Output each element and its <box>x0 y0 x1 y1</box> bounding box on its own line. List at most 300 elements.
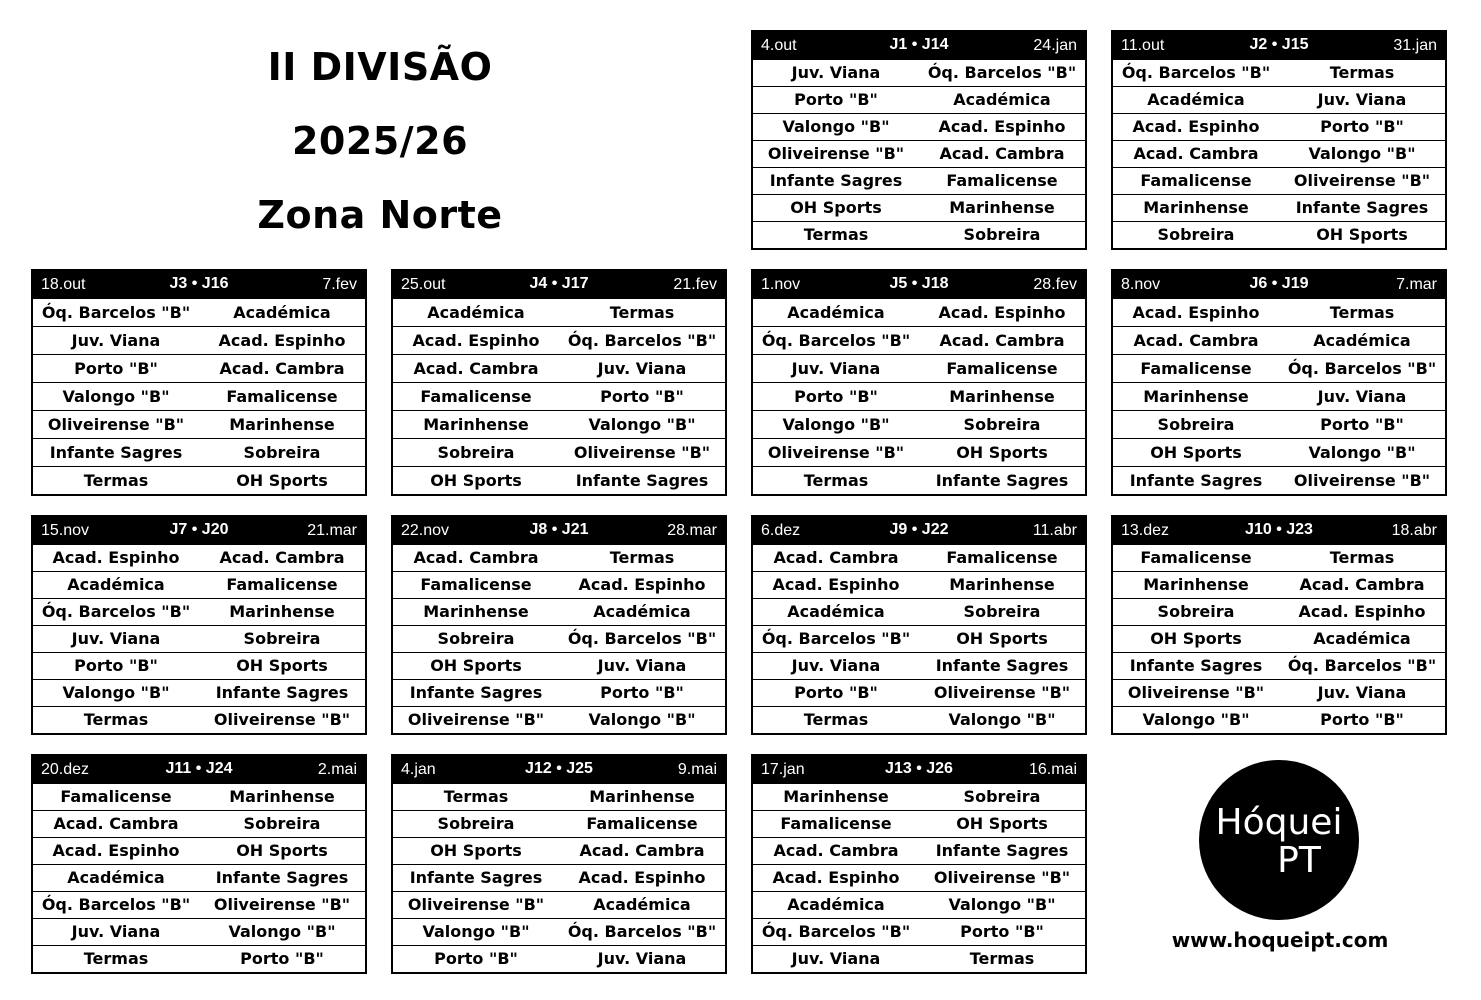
home-team: Termas <box>443 787 509 806</box>
match-row <box>393 706 725 733</box>
match-row <box>753 466 1085 494</box>
second-leg-date: 7.fev <box>322 276 357 293</box>
second-leg-date: 21.fev <box>673 276 717 293</box>
away-team: Famalicense <box>946 171 1058 190</box>
first-leg-date: 22.nov <box>401 522 450 539</box>
away-team: Infante Sagres <box>935 656 1069 675</box>
home-team: Académica <box>1147 90 1245 109</box>
away-team: Porto "B" <box>1320 117 1404 136</box>
away-team: Óq. Barcelos "B" <box>927 63 1077 82</box>
match-row <box>1113 140 1445 167</box>
away-team: Famalicense <box>586 814 698 833</box>
match-row <box>33 652 365 679</box>
logo-line-2: PT <box>1277 840 1321 881</box>
away-team: Académica <box>593 602 691 621</box>
away-team: Sobreira <box>963 787 1041 806</box>
away-team: Famalicense <box>226 575 338 594</box>
match-row <box>1113 382 1445 410</box>
home-team: Sobreira <box>1157 415 1235 434</box>
match-row <box>393 679 725 706</box>
match-row <box>33 438 365 466</box>
home-team: Termas <box>803 710 869 729</box>
match-row <box>33 382 365 410</box>
away-team: Acad. Cambra <box>579 841 705 860</box>
home-team: Valongo "B" <box>62 387 170 406</box>
home-team: Juv. Viana <box>791 359 881 378</box>
match-row <box>393 571 725 598</box>
away-team: Famalicense <box>226 387 338 406</box>
home-team: Acad. Espinho <box>52 841 180 860</box>
away-team: Marinhense <box>949 575 1055 594</box>
home-team: Académica <box>787 602 885 621</box>
match-row <box>753 837 1085 864</box>
round-number: J5 • J18 <box>889 275 949 292</box>
away-team: Marinhense <box>229 602 335 621</box>
match-row <box>753 60 1085 86</box>
match-row <box>33 598 365 625</box>
away-team: Marinhense <box>229 787 335 806</box>
home-team: Termas <box>83 471 149 490</box>
away-team: Porto "B" <box>240 949 324 968</box>
away-team: OH Sports <box>236 471 328 490</box>
match-row <box>1113 652 1445 679</box>
match-row <box>393 598 725 625</box>
away-team: Infante Sagres <box>575 471 709 490</box>
away-team: Óq. Barcelos "B" <box>567 629 717 648</box>
round-number: J11 • J24 <box>165 760 233 777</box>
home-team: Óq. Barcelos "B" <box>761 922 911 941</box>
match-row <box>753 326 1085 354</box>
match-row <box>393 410 725 438</box>
home-team: Porto "B" <box>794 683 878 702</box>
away-team: Oliveirense "B" <box>1293 471 1431 490</box>
match-row <box>753 167 1085 194</box>
away-team: OH Sports <box>956 629 1048 648</box>
home-team: Sobreira <box>437 443 515 462</box>
match-row <box>33 706 365 733</box>
round-number: J1 • J14 <box>889 36 949 53</box>
second-leg-date: 18.abr <box>1391 522 1437 539</box>
home-team: Sobreira <box>1157 602 1235 621</box>
match-row <box>1113 167 1445 194</box>
round-number: J9 • J22 <box>889 521 949 538</box>
round-table <box>391 269 727 496</box>
match-row <box>393 438 725 466</box>
home-team: Juv. Viana <box>71 331 161 350</box>
match-row <box>33 784 365 810</box>
home-team: Marinhense <box>1143 387 1249 406</box>
round-table <box>391 754 727 974</box>
match-row <box>393 326 725 354</box>
round-header <box>33 517 365 545</box>
first-leg-date: 4.jan <box>401 761 436 778</box>
match-row <box>753 864 1085 891</box>
match-row <box>753 918 1085 945</box>
home-team: Infante Sagres <box>1129 471 1263 490</box>
match-row <box>1113 545 1445 571</box>
home-team: OH Sports <box>1150 629 1242 648</box>
away-team: Académica <box>1313 629 1411 648</box>
match-row <box>393 891 725 918</box>
away-team: Oliveirense "B" <box>933 683 1071 702</box>
away-team: Famalicense <box>946 359 1058 378</box>
home-team: Óq. Barcelos "B" <box>41 895 191 914</box>
match-row <box>753 706 1085 733</box>
round-header <box>393 517 725 545</box>
away-team: Acad. Espinho <box>578 575 706 594</box>
match-row <box>393 810 725 837</box>
match-row <box>33 625 365 652</box>
home-team: OH Sports <box>430 841 522 860</box>
away-team: Porto "B" <box>1320 415 1404 434</box>
away-team: Juv. Viana <box>1317 90 1407 109</box>
first-leg-date: 15.nov <box>41 522 90 539</box>
round-header <box>33 271 365 299</box>
away-team: Porto "B" <box>1320 710 1404 729</box>
first-leg-date: 1.nov <box>761 276 801 293</box>
round-header <box>1113 271 1445 299</box>
home-team: Juv. Viana <box>71 629 161 648</box>
home-team: OH Sports <box>430 656 522 675</box>
match-row <box>753 810 1085 837</box>
first-leg-date: 8.nov <box>1121 276 1161 293</box>
home-team: Porto "B" <box>794 387 878 406</box>
away-team: Infante Sagres <box>215 683 349 702</box>
home-team: Famalicense <box>1140 548 1252 567</box>
round-header <box>753 756 1085 784</box>
away-team: Valongo "B" <box>1308 144 1416 163</box>
away-team: Sobreira <box>963 225 1041 244</box>
away-team: Oliveirense "B" <box>1293 171 1431 190</box>
home-team: Valongo "B" <box>1142 710 1250 729</box>
match-row <box>1113 598 1445 625</box>
away-team: Sobreira <box>243 443 321 462</box>
away-team: Académica <box>593 895 691 914</box>
home-team: Termas <box>83 949 149 968</box>
first-leg-date: 4.out <box>761 37 797 54</box>
match-row <box>393 652 725 679</box>
match-row <box>1113 60 1445 86</box>
second-leg-date: 31.jan <box>1393 37 1437 54</box>
home-team: Sobreira <box>437 629 515 648</box>
home-team: Famalicense <box>1140 171 1252 190</box>
match-row <box>1113 571 1445 598</box>
home-team: Famalicense <box>780 814 892 833</box>
match-row <box>1113 438 1445 466</box>
away-team: Infante Sagres <box>935 841 1069 860</box>
away-team: Valongo "B" <box>948 710 1056 729</box>
away-team: Acad. Cambra <box>939 144 1065 163</box>
away-team: Oliveirense "B" <box>933 868 1071 887</box>
away-team: Valongo "B" <box>948 895 1056 914</box>
round-header <box>393 756 725 784</box>
home-team: Juv. Viana <box>791 63 881 82</box>
home-team: Infante Sagres <box>769 171 903 190</box>
home-team: Óq. Barcelos "B" <box>761 629 911 648</box>
away-team: Sobreira <box>963 415 1041 434</box>
match-row <box>33 864 365 891</box>
home-team: Académica <box>427 303 525 322</box>
home-team: Óq. Barcelos "B" <box>41 303 191 322</box>
home-team: Acad. Cambra <box>413 359 539 378</box>
home-team: Acad. Cambra <box>773 548 899 567</box>
match-row <box>753 545 1085 571</box>
match-row <box>753 221 1085 248</box>
match-row <box>753 410 1085 438</box>
round-number: J13 • J26 <box>885 760 953 777</box>
match-row <box>753 598 1085 625</box>
match-row <box>1113 113 1445 140</box>
home-team: Infante Sagres <box>409 683 543 702</box>
round-header <box>393 271 725 299</box>
round-number: J2 • J15 <box>1249 36 1309 53</box>
match-row <box>753 382 1085 410</box>
home-team: Oliveirense "B" <box>407 895 545 914</box>
match-row <box>33 891 365 918</box>
away-team: Termas <box>1329 548 1395 567</box>
away-team: Acad. Cambra <box>219 359 345 378</box>
away-team: Acad. Espinho <box>938 117 1066 136</box>
away-team: Oliveirense "B" <box>573 443 711 462</box>
first-leg-date: 6.dez <box>761 522 801 539</box>
match-row <box>33 466 365 494</box>
match-row <box>753 784 1085 810</box>
away-team: Termas <box>609 303 675 322</box>
match-row <box>753 299 1085 326</box>
away-team: Termas <box>1329 303 1395 322</box>
match-row <box>1113 86 1445 113</box>
round-header <box>1113 517 1445 545</box>
home-team: Famalicense <box>1140 359 1252 378</box>
match-row <box>33 679 365 706</box>
home-team: Famalicense <box>60 787 172 806</box>
match-row <box>1113 194 1445 221</box>
match-row <box>33 326 365 354</box>
away-team: Porto "B" <box>600 387 684 406</box>
home-team: Valongo "B" <box>782 117 890 136</box>
away-team: Infante Sagres <box>935 471 1069 490</box>
away-team: Famalicense <box>946 548 1058 567</box>
round-number: J4 • J17 <box>529 275 589 292</box>
away-team: Valongo "B" <box>1308 443 1416 462</box>
round-number: J3 • J16 <box>169 275 229 292</box>
home-team: Acad. Cambra <box>1133 331 1259 350</box>
home-team: Acad. Cambra <box>1133 144 1259 163</box>
match-row <box>1113 679 1445 706</box>
round-header <box>1113 32 1445 60</box>
match-row <box>1113 625 1445 652</box>
home-team: Marinhense <box>1143 198 1249 217</box>
match-row <box>33 571 365 598</box>
second-leg-date: 11.abr <box>1032 522 1077 539</box>
away-team: Porto "B" <box>600 683 684 702</box>
match-row <box>393 466 725 494</box>
round-table <box>391 515 727 735</box>
match-row <box>393 918 725 945</box>
away-team: OH Sports <box>236 656 328 675</box>
away-team: Acad. Espinho <box>578 868 706 887</box>
match-row <box>393 837 725 864</box>
second-leg-date: 16.mai <box>1028 761 1077 778</box>
match-row <box>33 545 365 571</box>
home-team: Juv. Viana <box>791 949 881 968</box>
home-team: Infante Sagres <box>49 443 183 462</box>
home-team: Acad. Cambra <box>413 548 539 567</box>
round-table <box>751 515 1087 735</box>
first-leg-date: 18.out <box>41 276 86 293</box>
away-team: Infante Sagres <box>1295 198 1429 217</box>
second-leg-date: 28.mar <box>667 522 717 539</box>
round-number: J8 • J21 <box>529 521 589 538</box>
away-team: Porto "B" <box>960 922 1044 941</box>
home-team: Marinhense <box>783 787 889 806</box>
home-team: Acad. Cambra <box>773 841 899 860</box>
match-row <box>393 354 725 382</box>
match-row <box>753 140 1085 167</box>
match-row <box>393 299 725 326</box>
home-team: Juv. Viana <box>791 656 881 675</box>
title-block <box>150 30 610 252</box>
away-team: Acad. Espinho <box>218 331 346 350</box>
match-row <box>393 864 725 891</box>
match-row <box>1113 299 1445 326</box>
home-team: Sobreira <box>437 814 515 833</box>
away-team: Juv. Viana <box>1317 683 1407 702</box>
home-team: Académica <box>787 895 885 914</box>
first-leg-date: 17.jan <box>761 761 805 778</box>
match-row <box>753 113 1085 140</box>
away-team: Óq. Barcelos "B" <box>1287 359 1437 378</box>
match-row <box>1113 410 1445 438</box>
away-team: Óq. Barcelos "B" <box>1287 656 1437 675</box>
home-team: Infante Sagres <box>1129 656 1263 675</box>
home-team: Marinhense <box>423 415 529 434</box>
match-row <box>1113 221 1445 248</box>
away-team: Óq. Barcelos "B" <box>567 331 717 350</box>
second-leg-date: 7.mar <box>1396 276 1437 293</box>
match-row <box>753 945 1085 972</box>
hoqueipt-logo <box>1199 760 1359 920</box>
round-table <box>1111 30 1447 250</box>
away-team: Sobreira <box>963 602 1041 621</box>
logo-line-1: Hóquei <box>1215 802 1343 843</box>
match-row <box>1113 466 1445 494</box>
round-table <box>751 30 1087 250</box>
home-team: Oliveirense "B" <box>1127 683 1265 702</box>
match-row <box>33 299 365 326</box>
match-row <box>393 784 725 810</box>
home-team: Óq. Barcelos "B" <box>761 331 911 350</box>
away-team: Juv. Viana <box>1317 387 1407 406</box>
home-team: Acad. Espinho <box>1132 303 1260 322</box>
second-leg-date: 2.mai <box>317 761 357 778</box>
match-row <box>753 891 1085 918</box>
away-team: Acad. Cambra <box>1299 575 1425 594</box>
away-team: Académica <box>233 303 331 322</box>
first-leg-date: 25.out <box>401 276 446 293</box>
round-table <box>751 754 1087 974</box>
second-leg-date: 28.fev <box>1033 276 1077 293</box>
second-leg-date: 21.mar <box>307 522 357 539</box>
away-team: Juv. Viana <box>597 359 687 378</box>
round-table <box>1111 269 1447 496</box>
home-team: Acad. Espinho <box>52 548 180 567</box>
away-team: Académica <box>953 90 1051 109</box>
match-row <box>753 354 1085 382</box>
match-row <box>33 837 365 864</box>
home-team: Termas <box>803 471 869 490</box>
home-team: Oliveirense "B" <box>767 144 905 163</box>
match-row <box>1113 706 1445 733</box>
away-team: Oliveirense "B" <box>213 895 351 914</box>
round-number: J7 • J20 <box>169 521 229 538</box>
first-leg-date: 11.out <box>1121 37 1165 54</box>
zone-title: Zona Norte <box>257 193 503 237</box>
match-row <box>33 945 365 972</box>
home-team: Acad. Cambra <box>53 814 179 833</box>
match-row <box>1113 354 1445 382</box>
home-team: OH Sports <box>1150 443 1242 462</box>
away-team: OH Sports <box>236 841 328 860</box>
match-row <box>753 679 1085 706</box>
round-header <box>753 517 1085 545</box>
match-row <box>33 410 365 438</box>
home-team: Porto "B" <box>74 359 158 378</box>
home-team: Termas <box>83 710 149 729</box>
home-team: Acad. Espinho <box>1132 117 1260 136</box>
round-number: J10 • J23 <box>1245 521 1313 538</box>
home-team: Académica <box>67 868 165 887</box>
round-number: J6 • J19 <box>1249 275 1309 292</box>
home-team: Acad. Espinho <box>772 575 900 594</box>
away-team: Valongo "B" <box>588 710 696 729</box>
first-leg-date: 13.dez <box>1121 522 1170 539</box>
home-team: Acad. Espinho <box>772 868 900 887</box>
away-team: Académica <box>1313 331 1411 350</box>
division-title: II DIVISÃO <box>267 45 493 89</box>
home-team: Infante Sagres <box>409 868 543 887</box>
away-team: OH Sports <box>1316 225 1408 244</box>
away-team: Marinhense <box>949 198 1055 217</box>
round-table <box>31 515 367 735</box>
match-row <box>753 86 1085 113</box>
home-team: Oliveirense "B" <box>47 415 185 434</box>
away-team: Termas <box>609 548 675 567</box>
home-team: Valongo "B" <box>782 415 890 434</box>
away-team: Acad. Espinho <box>1298 602 1426 621</box>
away-team: Marinhense <box>589 787 695 806</box>
match-row <box>753 571 1085 598</box>
away-team: Sobreira <box>243 814 321 833</box>
home-team: Oliveirense "B" <box>767 443 905 462</box>
away-team: Juv. Viana <box>597 949 687 968</box>
home-team: Porto "B" <box>74 656 158 675</box>
away-team: OH Sports <box>956 443 1048 462</box>
second-leg-date: 24.jan <box>1033 37 1077 54</box>
home-team: Marinhense <box>1143 575 1249 594</box>
home-team: Valongo "B" <box>422 922 530 941</box>
home-team: Sobreira <box>1157 225 1235 244</box>
away-team: Acad. Espinho <box>938 303 1066 322</box>
away-team: Valongo "B" <box>588 415 696 434</box>
match-row <box>33 918 365 945</box>
match-row <box>393 382 725 410</box>
away-team: Acad. Cambra <box>219 548 345 567</box>
season-title: 2025/26 <box>291 119 469 163</box>
website-link[interactable]: www.hoqueipt.com <box>1171 928 1389 952</box>
away-team: OH Sports <box>956 814 1048 833</box>
away-team: Infante Sagres <box>215 868 349 887</box>
